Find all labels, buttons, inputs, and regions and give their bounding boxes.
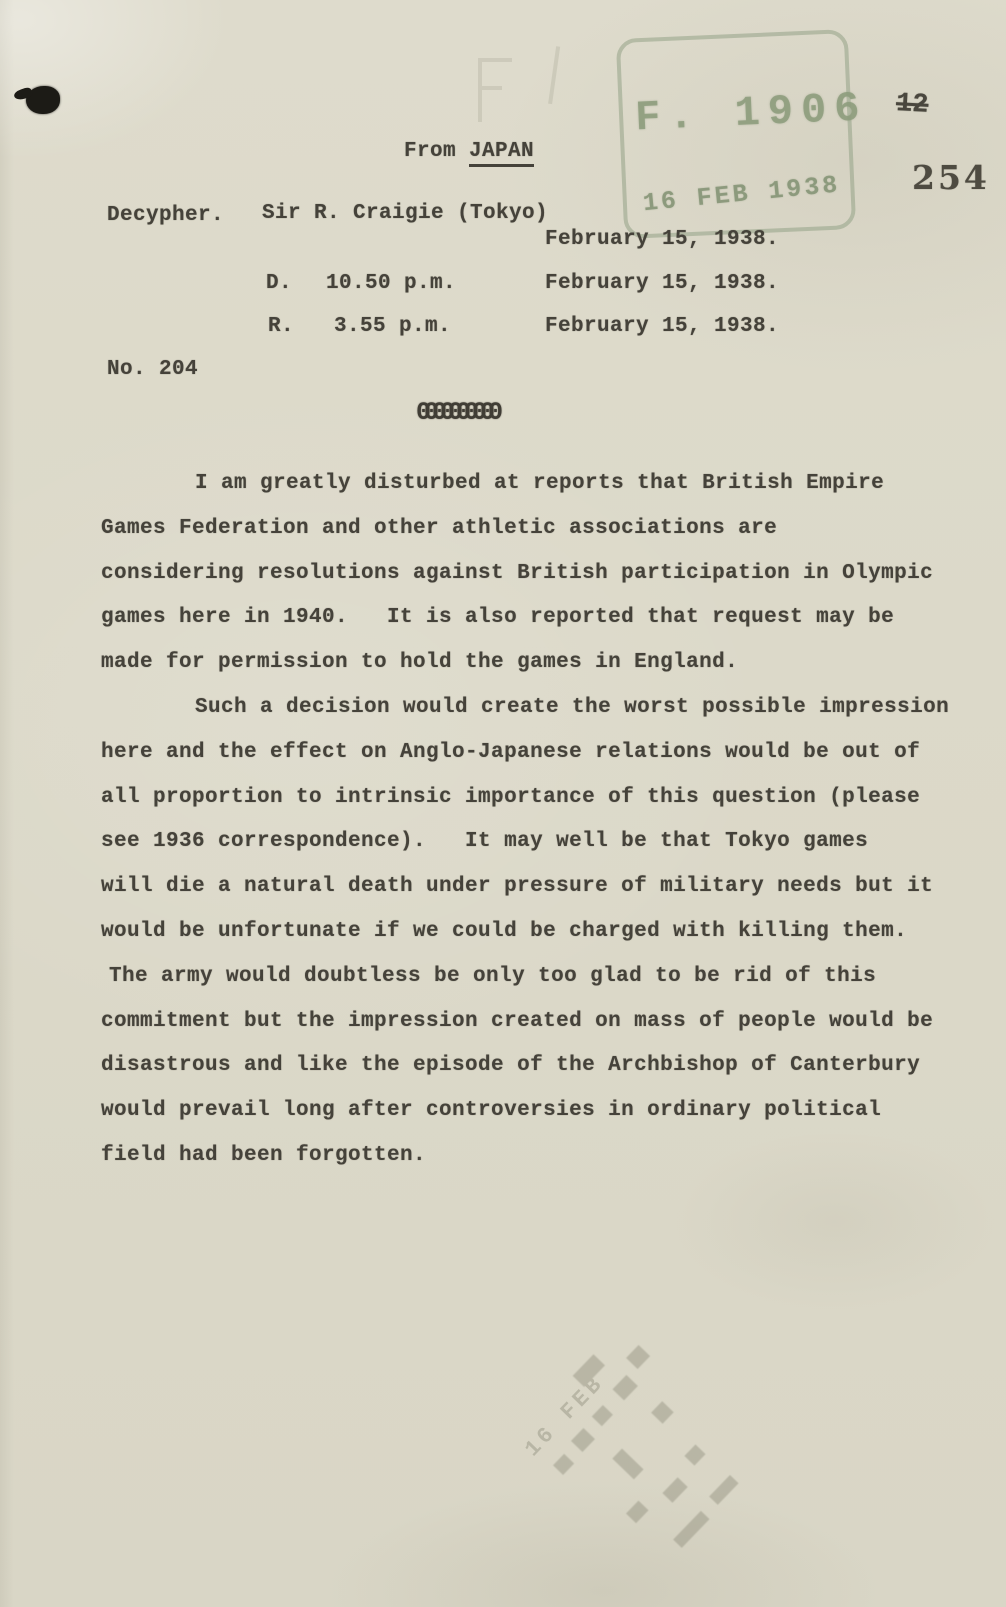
registry-stamp (616, 29, 869, 239)
body-line: I am greatly disturbed at reports that British Empire (195, 472, 885, 495)
stamp-mark (709, 1475, 738, 1505)
registry-stamp-date: 16 FEB 1938 (641, 170, 842, 219)
body-line: commitment but the impression created on mass of people would be (101, 1009, 934, 1033)
body-line: made for permission to hold the games in England. (101, 651, 739, 675)
header-date: February 15, 1938. (545, 228, 780, 251)
body-line: would be unfortunate if we could be charged with killing them. (101, 919, 908, 943)
faint-pencil-mark (548, 46, 586, 108)
typed-separator: 0000000000 (416, 398, 497, 427)
body-line: games here in 1940. It is also reported that request may be (101, 606, 895, 630)
body-line: will die a natural death under pressure of military needs but it (101, 875, 934, 899)
decypher-label: Decypher. (107, 204, 225, 227)
receiving-stamp-date: 16 FEB (520, 1370, 610, 1463)
from-prefix: From (404, 140, 470, 163)
body-line: Such a decision would create the worst possible impression (195, 695, 950, 719)
body-line: see 1936 correspondence). It may well be that Tokyo games (101, 830, 869, 854)
stamp-mark (571, 1428, 595, 1452)
body-line: would prevail long after controversies in ordinary political (101, 1099, 882, 1123)
stamp-mark (553, 1454, 574, 1475)
stamp-mark (684, 1444, 705, 1465)
body-line: here and the effect on Anglo-Japanese relations would be out of (101, 740, 921, 764)
telegram-number: No. 204 (107, 358, 199, 381)
crossed-out-page-number: 12 (895, 89, 930, 121)
despatched-time: 10.50 p.m. (326, 272, 457, 295)
despatched-label: D. (266, 272, 293, 295)
body-line: Games Federation and other athletic associations are (101, 516, 778, 540)
body-line: field had been forgotten. (101, 1143, 427, 1167)
received-date: February 15, 1938. (545, 315, 780, 338)
folio-number: 254 (912, 158, 990, 197)
despatched-date: February 15, 1938. (545, 272, 780, 295)
stamp-mark (626, 1501, 649, 1524)
telegram-body (101, 462, 971, 1179)
stamp-mark (673, 1511, 709, 1548)
stamp-mark (662, 1477, 687, 1503)
body-line: The army would doubtless be only too glad to be rid of this (109, 964, 877, 988)
document-heading (404, 140, 534, 163)
body-line: all proportion to intrinsic importance of this question (please (101, 785, 921, 809)
stamp-mark (626, 1345, 650, 1369)
faint-pencil-mark (478, 58, 512, 122)
received-label: R. (268, 315, 295, 338)
ink-blot (26, 86, 60, 114)
faint-receiving-stamp (499, 1274, 832, 1606)
body-line: considering resolutions against British participation in Olympic (101, 561, 934, 585)
stamp-mark (651, 1401, 674, 1424)
stamp-mark (612, 1375, 637, 1401)
body-line: disastrous and like the episode of the Archbishop of Canterbury (101, 1054, 921, 1078)
received-time: 3.55 p.m. (334, 315, 452, 338)
stamp-mark (592, 1405, 613, 1426)
registry-stamp-code: F. 1906 (634, 84, 869, 143)
sender-name: Sir R. Craigie (Tokyo) (262, 202, 549, 225)
stamp-mark (612, 1449, 643, 1480)
from-country: JAPAN (469, 140, 534, 167)
